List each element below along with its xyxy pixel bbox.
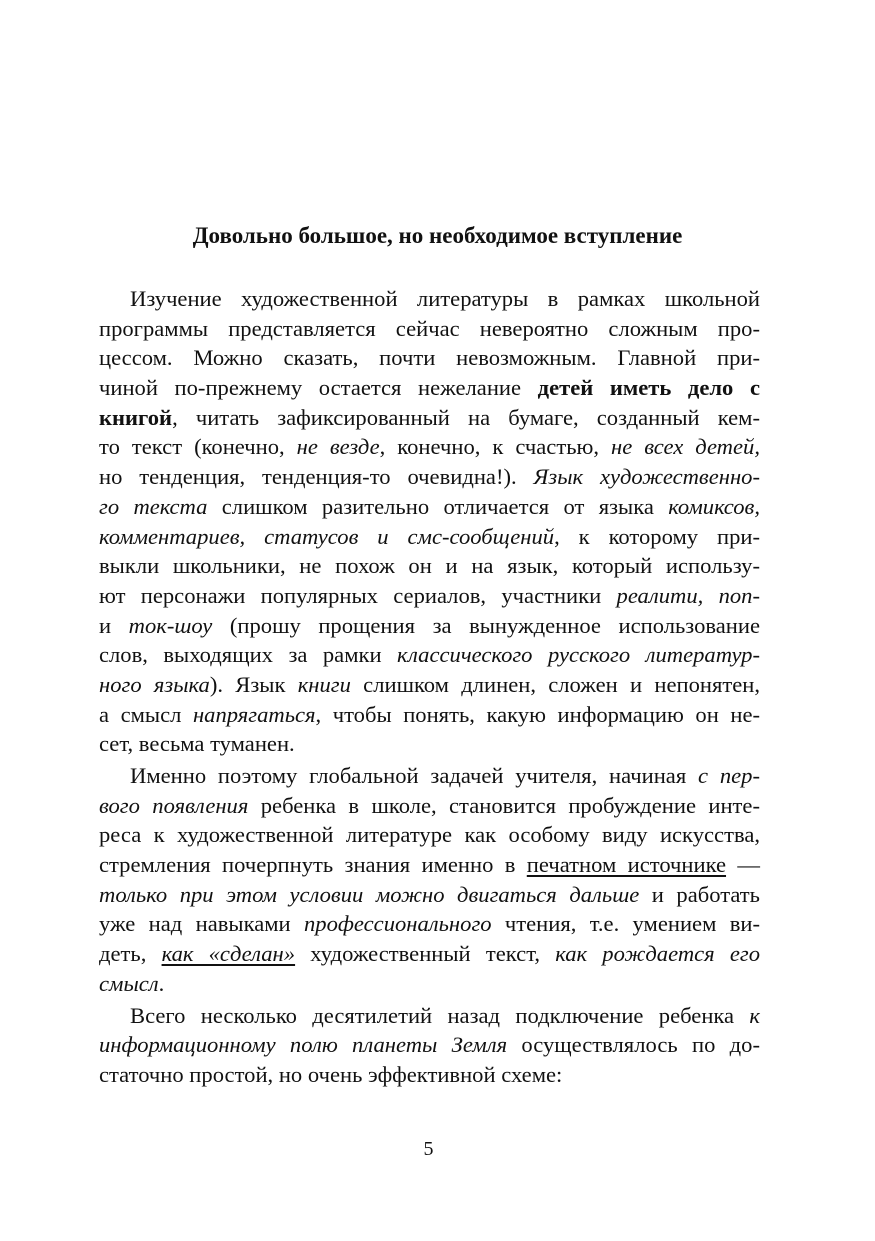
text-run: ют персонажи популярных сериалов, участники [99, 582, 617, 608]
text-line [99, 1060, 760, 1090]
text-line [99, 729, 760, 759]
text-run: сет, весьма туманен. [99, 731, 295, 757]
text-line [99, 373, 760, 403]
text-run: программы представляется сейчас невероятно сложным про- [99, 315, 760, 341]
text-run: осуществлялось по до- [507, 1032, 760, 1058]
text-run: с пер- [698, 763, 760, 788]
text-run: не везде [296, 434, 380, 460]
text-run: реса к художественной литературе как особому виду искусства, [99, 822, 760, 848]
text-line [99, 492, 760, 522]
text-run: печатном источнике [526, 852, 727, 878]
text-line [99, 462, 760, 492]
text-run: цессом. Можно сказать, почти невозможным. Главной при- [99, 345, 760, 371]
text-line [99, 343, 760, 373]
text-run: и [99, 612, 129, 638]
text-run: Именно поэтому глобальной задачей учителя, начиная [130, 763, 699, 788]
text-line [99, 791, 760, 821]
text-line [99, 403, 760, 433]
text-run: детей иметь дело с [537, 375, 760, 401]
text-run: информационному полю планеты Земля [99, 1032, 508, 1058]
text-run: то текст (конечно, [99, 434, 297, 460]
text-run: ного языка [99, 671, 210, 697]
text-run: но тенденция, тенденция-то очевидна!). [99, 464, 534, 490]
text-run: , чтобы понять, какую информацию он не- [315, 701, 760, 727]
text-line [99, 432, 760, 462]
text-line [99, 939, 760, 969]
text-run: выкли школьники, не похож он и на язык, который использу- [99, 553, 760, 579]
text-line [99, 581, 760, 611]
text-run: ). Язык [209, 671, 298, 697]
paragraph [99, 284, 760, 759]
text-run: го текста [99, 493, 208, 519]
text-run: Всего несколько десятилетий назад подключение ребенка [130, 1002, 750, 1028]
text-line [99, 909, 760, 939]
text-line [99, 522, 760, 552]
text-line [99, 670, 760, 700]
text-run: и работать [639, 881, 760, 907]
text-run: ток-шоу [128, 612, 213, 638]
text-run: статочно простой, но очень эффективной схеме: [99, 1061, 563, 1087]
text-run: как рождается его [555, 941, 761, 967]
text-run: книги [297, 671, 351, 697]
text-run: ребенка в школе, становится пробуждение инте- [248, 792, 760, 818]
text-run: чтения, т.е. умением ви- [491, 911, 761, 937]
paragraph [99, 761, 760, 999]
paragraph [99, 1001, 760, 1090]
text-run: вого появления [99, 792, 249, 818]
text-line [99, 314, 760, 344]
text-run: стремления почерпнуть знания именно в [99, 852, 527, 878]
text-run: , к которому при- [554, 523, 760, 549]
text-line [99, 1030, 760, 1060]
text-run: слов, выходящих за рамки [99, 642, 398, 668]
text-line [99, 1001, 760, 1031]
text-line [99, 969, 760, 999]
body-text [99, 284, 760, 1090]
text-run: к [749, 1002, 760, 1028]
text-run: напрягаться [192, 701, 316, 727]
text-run: только при этом условии можно двигаться дальше [99, 881, 640, 907]
text-line [99, 700, 760, 730]
text-run: уже над навыками [99, 911, 304, 937]
text-run: реалити, поп- [616, 582, 760, 608]
text-run: классического русского литератур- [397, 642, 761, 668]
text-run: , конечно, к счастью, [379, 434, 612, 460]
text-run: комментариев, статусов и смс-сообщений [99, 523, 555, 549]
text-line [99, 640, 760, 670]
text-run: . [158, 970, 165, 996]
text-run: слишком длинен, сложен и непонятен, [350, 671, 761, 697]
text-line [99, 820, 760, 850]
text-run: не всех детей, [611, 434, 760, 460]
text-line [99, 551, 760, 581]
chapter-title: Довольно большое, но необходимое вступление [192, 223, 683, 248]
text-run: смысл [99, 970, 159, 996]
text-run: слишком разительно отличается от языка [207, 493, 669, 519]
text-run: (прошу прощения за вынужденное использование [212, 612, 760, 638]
text-run: художественный текст, [295, 941, 556, 967]
text-run: а смысл [99, 701, 193, 727]
text-run: , читать зафиксированный на бумаге, созданный кем- [172, 404, 760, 430]
text-run: как «сделан» [161, 941, 296, 967]
text-run: чиной по-прежнему остается нежелание [99, 375, 538, 401]
text-run: деть, [99, 941, 162, 967]
text-run: Язык художественно- [533, 464, 760, 490]
text-line [99, 850, 760, 880]
text-run: книгой [99, 404, 173, 430]
text-run: профессионального [303, 911, 492, 937]
page-number: 5 [423, 1138, 434, 1160]
text-line [99, 761, 760, 791]
text-run: комиксов, [668, 493, 760, 519]
text-run: — [726, 852, 760, 878]
text-line [99, 611, 760, 641]
text-line [99, 284, 760, 314]
text-line [99, 880, 760, 910]
text-run: Изучение художественной литературы в рамках школьной [130, 286, 760, 311]
